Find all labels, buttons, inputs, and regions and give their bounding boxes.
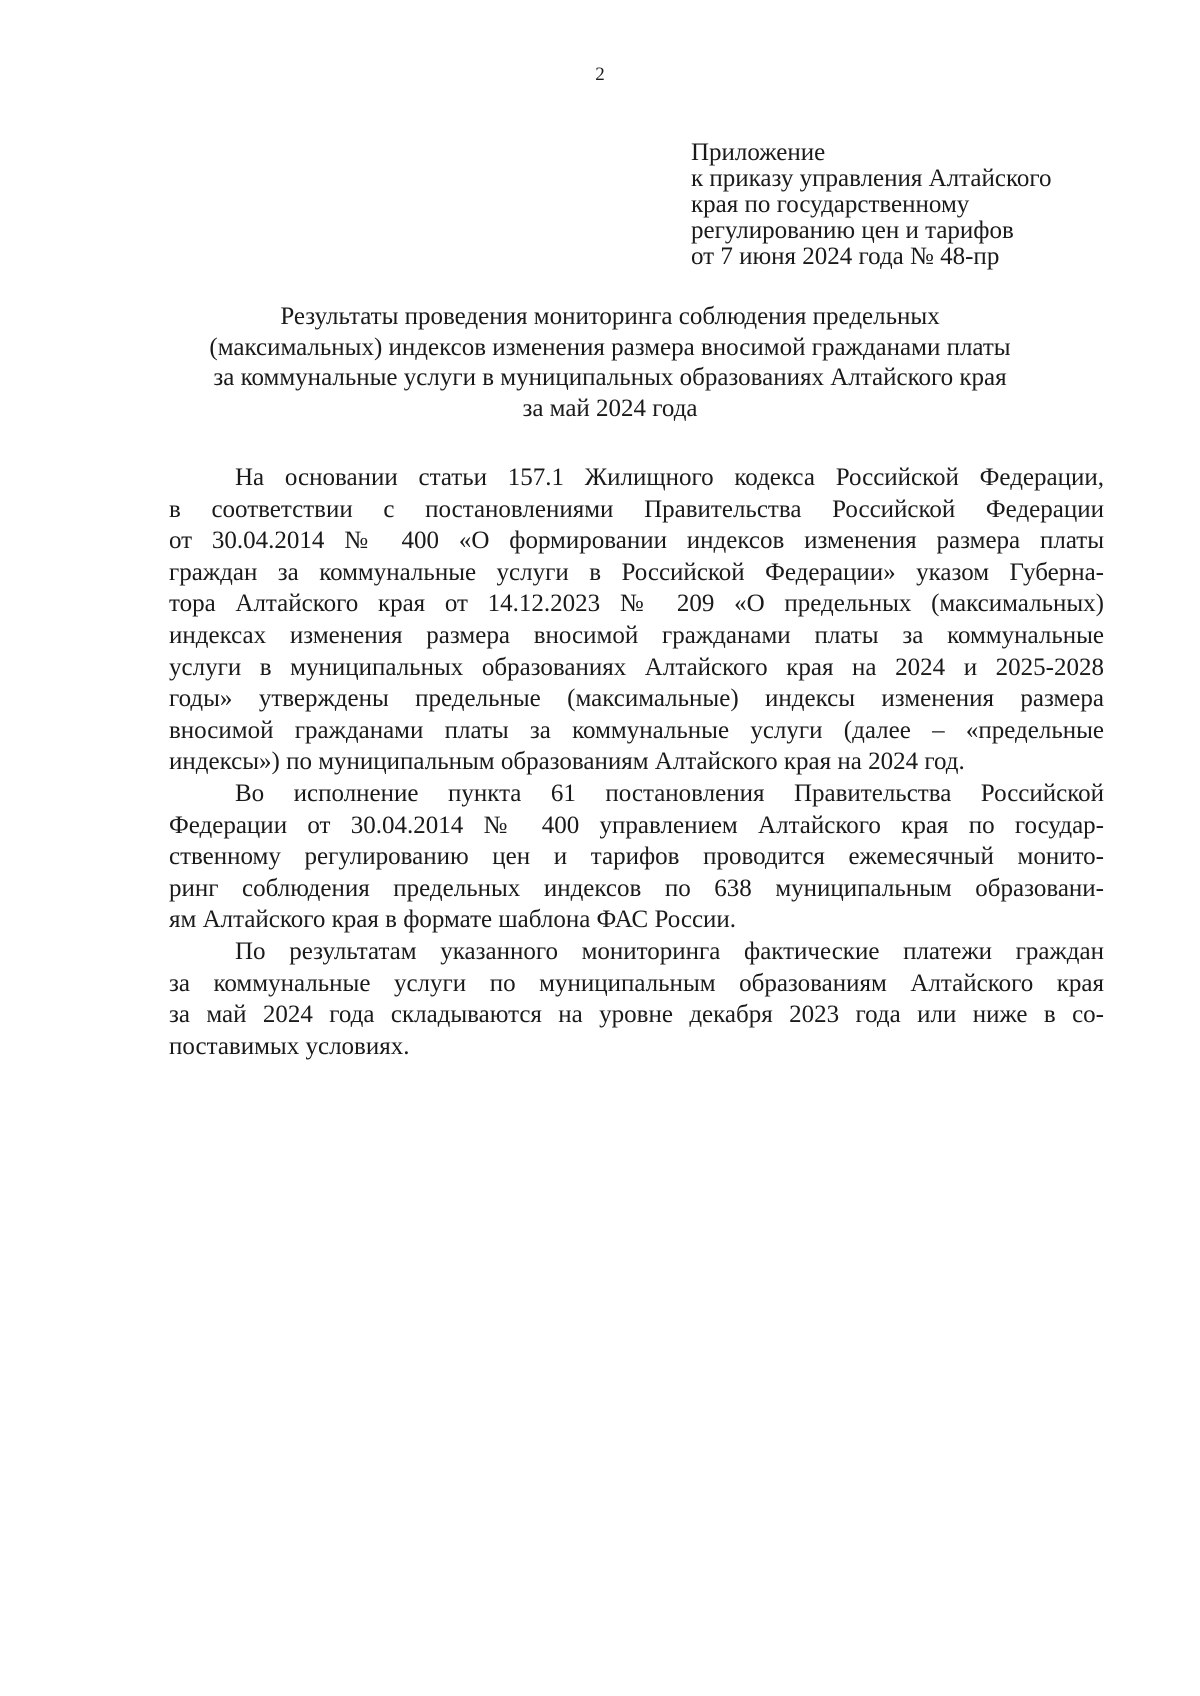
title-line: за коммунальные услуги в муниципальных образованиях Алтайского края (213, 364, 1007, 391)
text-line: услуги в муниципальных образованиях Алтайского края на 2024 и 2025-2028 (169, 653, 1104, 681)
text-line: тора Алтайского края от 14.12.2023 № 209 «О предельных (максимальных) (169, 590, 1104, 618)
text-line: за май 2024 года складываются на уровне декабря 2023 года или ниже в со- (169, 1001, 1104, 1029)
title-line: за май 2024 года (522, 394, 698, 422)
text-line: индексах изменения размера вносимой гражданами платы за коммунальные (169, 621, 1104, 649)
appendix-header (691, 140, 1171, 270)
text-line: поставимых условиях. (169, 1032, 410, 1060)
text-line: вносимой гражданами платы за коммунальные услуги (далее – «предельные (169, 716, 1104, 744)
text-line: Во исполнение пункта 61 постановления Правительства Российской (235, 779, 1104, 807)
text-line: в соответствии с постановлениями Правительства Российской Федерации (169, 495, 1104, 523)
appendix-line: регулированию цен и тарифов (691, 217, 1014, 244)
text-line: за коммунальные услуги по муниципальным образованиям Алтайского края (169, 969, 1104, 997)
text-line: По результатам указанного мониторинга фактические платежи граждан (235, 937, 1104, 965)
page-number: 2 (595, 64, 605, 85)
text-line: ям Алтайского края в формате шаблона ФАС России. (169, 906, 737, 934)
text-line: индексы») по муниципальным образованиям Алтайского края на 2024 год. (169, 748, 965, 776)
appendix-line: от 7 июня 2024 года № 48-пр (691, 243, 1000, 270)
text-line: На основании статьи 157.1 Жилищного кодекса Российской Федерации, (235, 464, 1104, 491)
title-line: Результаты проведения мониторинга соблюдения предельных (280, 303, 940, 330)
appendix-line: Приложение (691, 139, 826, 166)
title-line: (максимальных) индексов изменения размера вносимой гражданами платы (209, 333, 1011, 361)
paragraph-legal-basis (169, 462, 1104, 778)
paragraph-results (169, 936, 1104, 1062)
text-line: от 30.04.2014 № 400 «О формировании индексов изменения размера платы (169, 527, 1104, 555)
appendix-line: к приказу управления Алтайского (691, 165, 1052, 192)
text-line: годы» утверждены предельные (максимальные) индексы изменения размера (169, 685, 1104, 713)
text-line: ственному регулированию цен и тарифов проводится ежемесячный монито- (169, 843, 1104, 871)
paragraph-monitoring (169, 778, 1104, 936)
document-body (169, 462, 1104, 1062)
text-line: ринг соблюдения предельных индексов по 638 муниципальным образовани- (169, 874, 1104, 902)
text-line: Федерации от 30.04.2014 № 400 управлением Алтайского края по государ- (169, 811, 1104, 839)
document-title (150, 302, 1070, 424)
appendix-line: края по государственному (691, 191, 970, 218)
text-line: граждан за коммунальные услуги в Российской Федерации» указом Губерна- (169, 558, 1104, 586)
